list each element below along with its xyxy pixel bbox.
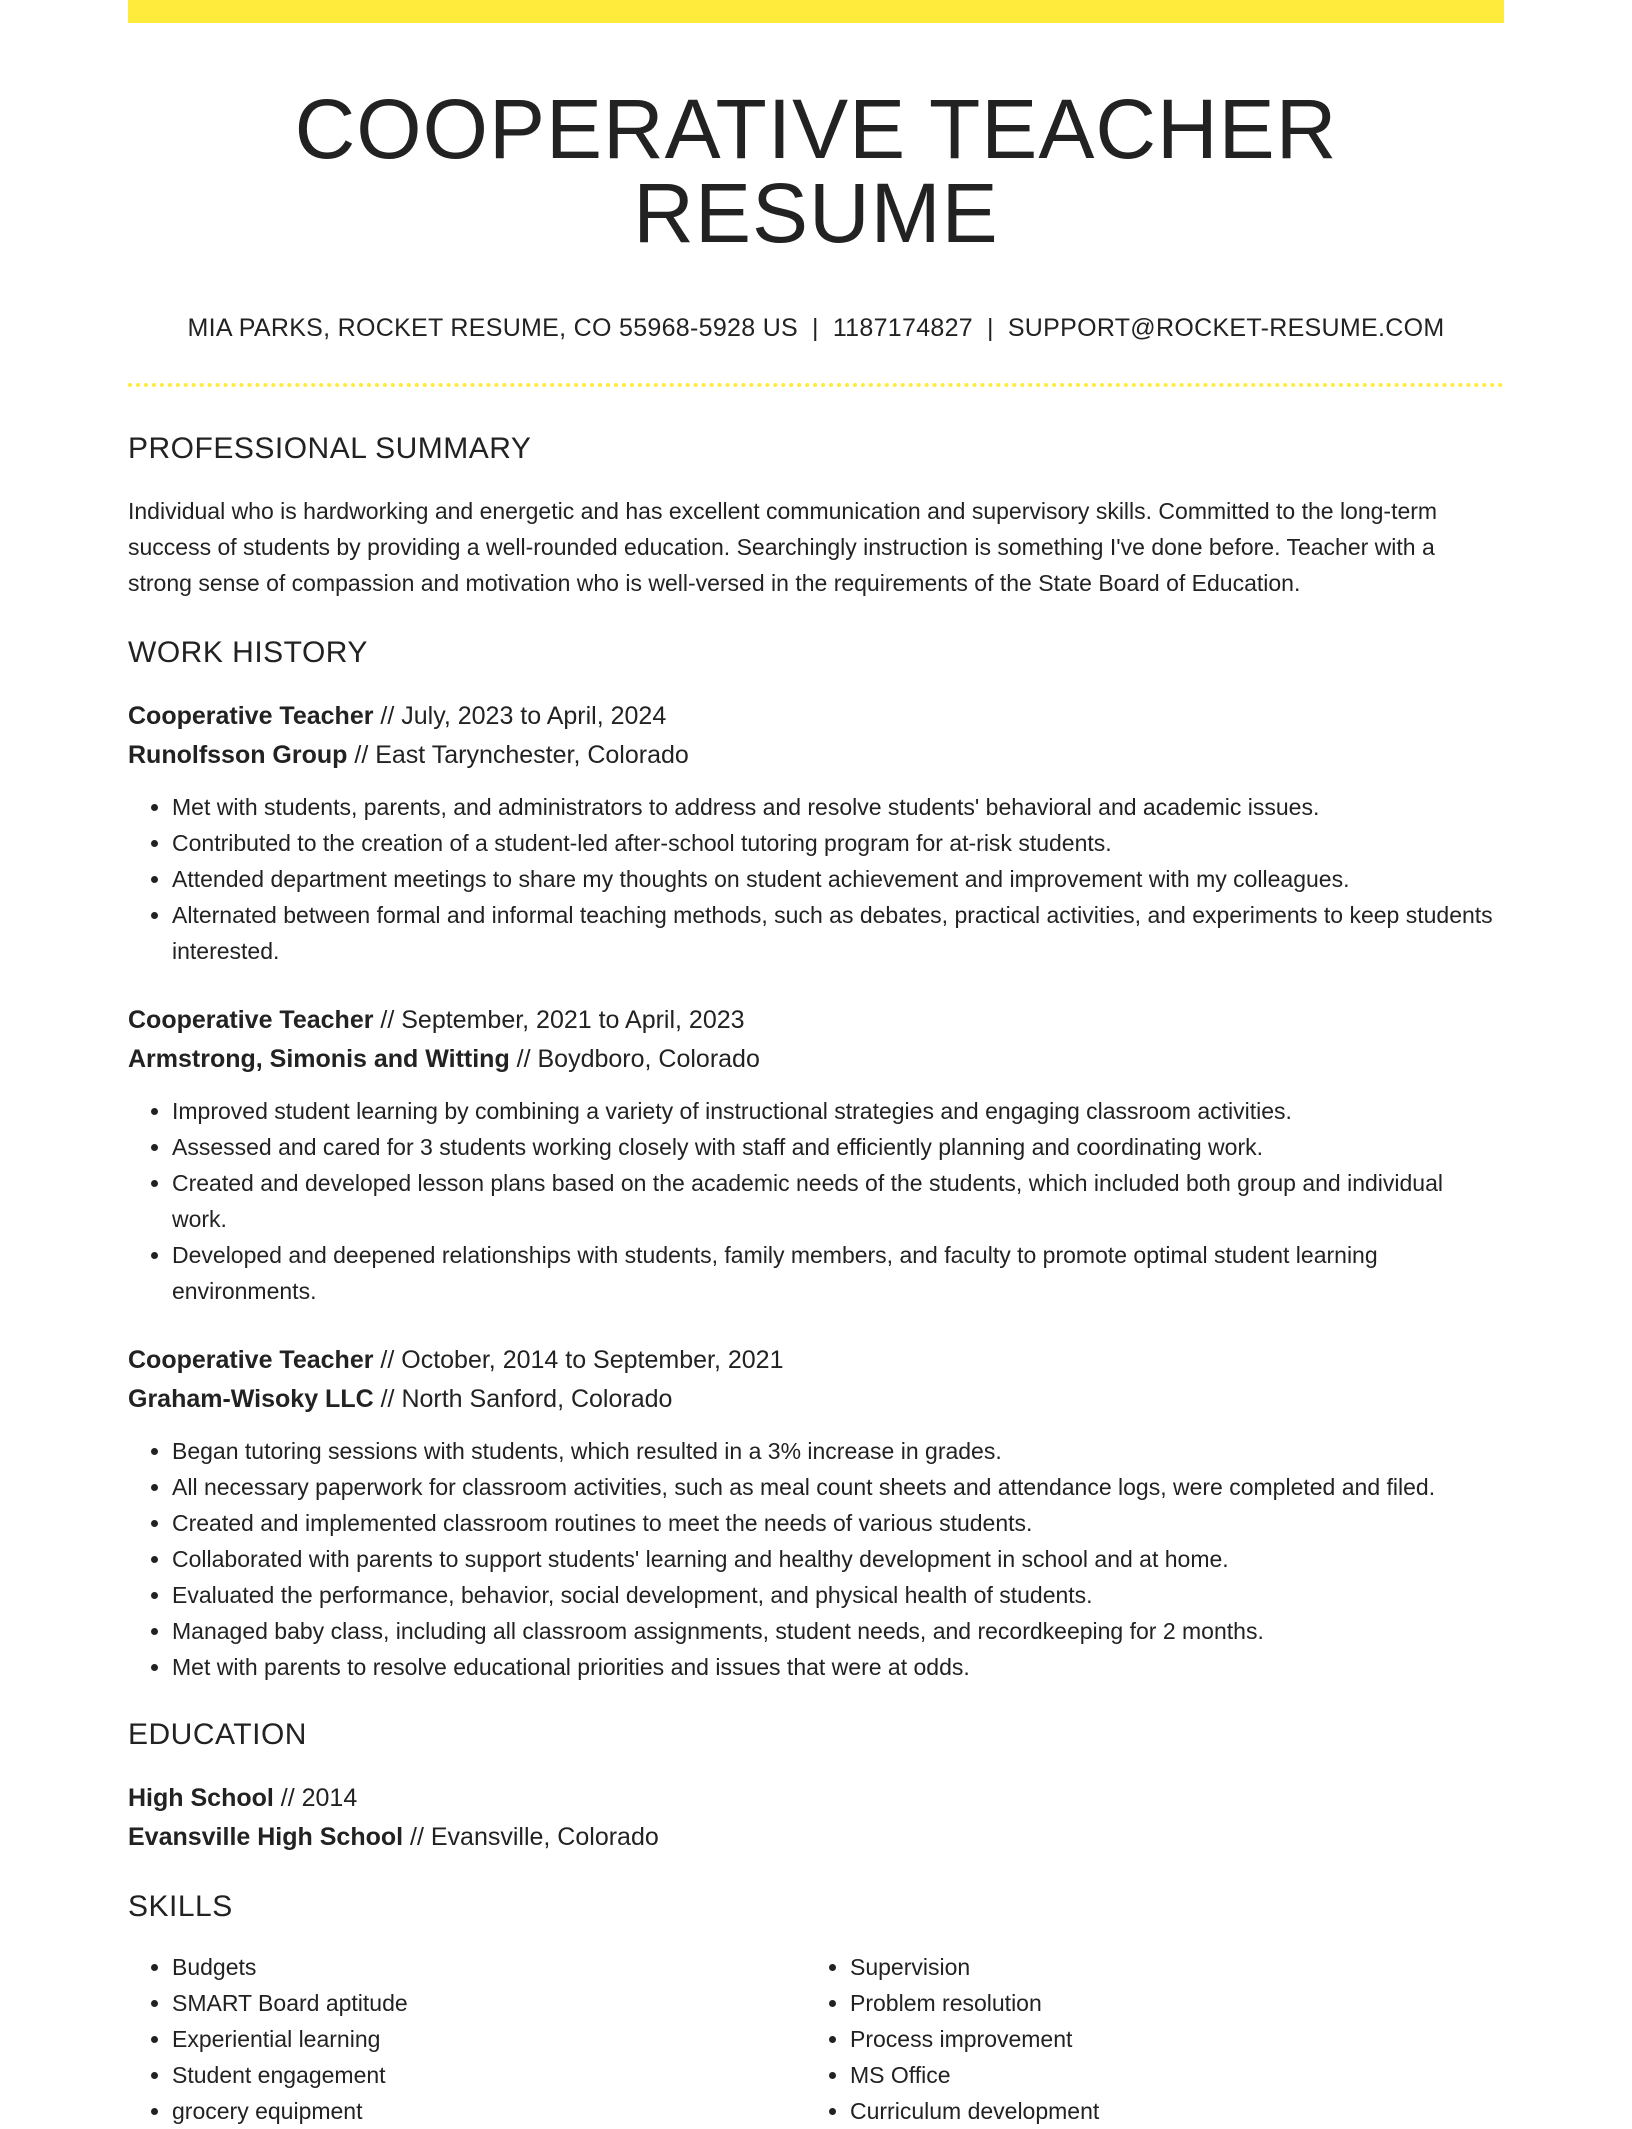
job-title-line [128,1001,1504,1040]
job-bullet: • Improved student learning by combining a variety of instructional strategies and engaging classroom activities. [172,1093,1504,1129]
skill-item: • Supervision [850,1949,1460,1985]
resume-title: COOPERATIVE TEACHER RESUME [294,82,1338,260]
education-location: // Evansville, Colorado [403,1823,659,1851]
job-bullet: • Met with students, parents, and administrators to address and resolve students' behavioral and academic issues. [172,789,1504,825]
job-company-line [128,1380,1504,1419]
job-bullet: • All necessary paperwork for classroom activities, such as meal count sheets and attendance logs, were completed and filed. [172,1469,1504,1505]
skill-item: • Curriculum development [850,2093,1460,2129]
job-bullets [128,789,1504,969]
skill-item: • Budgets [172,1949,806,1985]
job-location: // North Sanford, Colorado [373,1385,673,1413]
job-bullet: • Managed baby class, including all classroom assignments, student needs, and recordkeeping for 2 months. [172,1613,1504,1649]
education-school-line [128,1818,1504,1857]
job-bullet: • Alternated between formal and informal teaching methods, such as debates, practical activities, and experiments to keep students interested. [172,897,1504,969]
job-bullet: • Attended department meetings to share my thoughts on student achievement and improvement with my colleagues. [172,861,1504,897]
job-bullets [128,1433,1504,1685]
job-company-line [128,1040,1504,1079]
skills-columns [128,1949,1504,2129]
skills-right-column [806,1949,1460,2129]
job-location: // Boydboro, Colorado [509,1045,760,1073]
job-bullets [128,1093,1504,1309]
skill-item: • SMART Board aptitude [172,1985,806,2021]
job-entry [128,697,1504,969]
job-bullet: • Collaborated with parents to support students' learning and healthy development in school and at home. [172,1541,1504,1577]
job-bullet: • Began tutoring sessions with students, which resulted in a 3% increase in grades. [172,1433,1504,1469]
skill-item: • Student engagement [172,2057,806,2093]
job-title: Cooperative Teacher [128,702,374,730]
job-company: Runolfsson Group [128,741,348,769]
job-bullet: • Assessed and cared for 3 students working closely with staff and efficiently planning and coordinating work. [172,1129,1504,1165]
job-bullet: • Contributed to the creation of a student-led after-school tutoring program for at-risk students. [172,825,1504,861]
job-bullet: • Evaluated the performance, behavior, social development, and physical health of students. [172,1577,1504,1613]
contact-phone: 1187174827 [832,314,974,342]
education-degree: High School [128,1784,274,1812]
skills-heading: SKILLS [128,1890,233,1923]
education-degree-line [128,1779,1504,1818]
education-entry [128,1779,1504,1857]
skill-item: • Experiential learning [172,2021,806,2057]
job-title-line [128,1341,1504,1380]
education-school: Evansville High School [128,1823,404,1851]
accent-top-bar [128,0,1504,23]
job-company: Armstrong, Simonis and Witting [128,1045,510,1073]
job-entry [128,1001,1504,1309]
job-company: Graham-Wisoky LLC [128,1385,374,1413]
skill-item: • grocery equipment [172,2093,806,2129]
skill-item: • Problem resolution [850,1985,1460,2021]
job-dates: // July, 2023 to April, 2024 [373,702,667,730]
summary-heading: PROFESSIONAL SUMMARY [128,432,532,465]
job-dates: // September, 2021 to April, 2023 [373,1006,745,1034]
job-bullet: • Met with parents to resolve educational priorities and issues that were at odds. [172,1649,1504,1685]
contact-line [128,313,1504,343]
job-bullet: • Created and implemented classroom routines to meet the needs of various students. [172,1505,1504,1541]
job-bullet: • Developed and deepened relationships with students, family members, and faculty to promote optimal student learning environments. [172,1237,1504,1309]
job-company-line [128,736,1504,775]
skill-item: • Process improvement [850,2021,1460,2057]
resume-page [128,0,1504,2129]
contact-address: MIA PARKS, ROCKET RESUME, CO 55968-5928 US [187,314,799,342]
job-title: Cooperative Teacher [128,1346,374,1374]
summary-text: Individual who is hardworking and energetic and has excellent communication and supervisory skills. Committed to the long-term success of students by providing a well-rounded education. Searchingly instruction is something I've done before. Teacher with a strong sense of compassion and motivation who is well-versed in the requirements of the State Board of Education. [128,498,1438,596]
job-entry [128,1341,1504,1685]
contact-separator: | [987,314,994,342]
education-heading: EDUCATION [128,1718,307,1751]
education-year: // 2014 [273,1784,358,1812]
job-location: // East Tarynchester, Colorado [347,741,689,769]
contact-separator: | [812,314,819,342]
dotted-divider [128,383,1504,387]
job-dates: // October, 2014 to September, 2021 [373,1346,784,1374]
work-history-heading: WORK HISTORY [128,636,368,669]
job-title: Cooperative Teacher [128,1006,374,1034]
skills-left-column [128,1949,806,2129]
job-title-line [128,697,1504,736]
contact-email: SUPPORT@ROCKET-RESUME.COM [1007,314,1445,342]
skill-item: • MS Office [850,2057,1460,2093]
job-bullet: • Created and developed lesson plans based on the academic needs of the students, which included both group and individual work. [172,1165,1504,1237]
